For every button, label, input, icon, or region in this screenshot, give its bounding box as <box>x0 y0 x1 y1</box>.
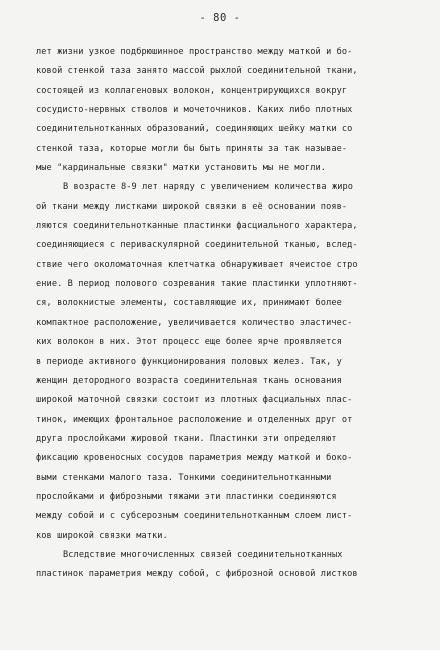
text-line: мые "кардинальные связки" матки установить мы не могли. <box>36 163 327 174</box>
text-line: ся, волокнистые элементы, составляющие их, принимают более <box>36 298 342 309</box>
text-line: ков широкой связки матки. <box>36 530 168 541</box>
page-number: - 80 - <box>199 12 241 24</box>
text-line: пластинок параметрия между собой, с фиброзной основой листков <box>36 569 358 580</box>
text-line: соединительнотканных образований, соединяющих шейку матки со <box>36 124 353 135</box>
text-line: фиксацию кровеносных сосудов параметрия между маткой и боко- <box>36 453 353 464</box>
text-line: соединяющиеся с периваскулярной соединительной тканью, вслед- <box>36 240 358 251</box>
text-line: ляются соединительнотканные пластинки фасциального характера, <box>36 221 358 232</box>
text-line: ствие чего околоматочная клетчатка обнаруживает ячеистое стро <box>36 259 358 270</box>
text-line: ких волокон в них. Этот процесс еще более ярче проявляется <box>36 337 342 348</box>
text-line: в периоде активного функционирования половых желез. Так, у <box>36 356 342 367</box>
text-line: компактное расположение, увеличивается количество эластичес- <box>36 317 353 328</box>
text-line: друга прослойками жировой ткани. Пластинки эти определяют <box>36 433 337 444</box>
text-line: лет жизни узкое подбрюшинное пространство между маткой и бо- <box>36 47 353 57</box>
text-line: ковой стенкой таза занято массой рыхлой соединительной ткани, <box>36 66 358 77</box>
body-text <box>36 43 414 585</box>
text-line: ение. В период полового созревания такие пластинки уплотняют- <box>36 279 358 290</box>
text-line: Вследствие многочисленных связей соединительнотканных <box>63 549 343 560</box>
text-line: широкой маточной связки состоит из плотных фасциальных плас- <box>36 395 353 406</box>
text-line: тинок, имеющих фронтальное расположение и отделенных друг от <box>36 414 353 425</box>
text-line: сосудисто-нервных стволов и мочеточников. Каких либо плотных <box>36 105 353 116</box>
text-line: выми стенками малого таза. Тонкими соединительнотканными <box>36 472 332 483</box>
text-line: ой ткани между листками широкой связки в её основании появ- <box>36 201 348 212</box>
text-line: женщин детородного возраста соединительная ткань основания <box>36 375 342 386</box>
text-line: В возрасте 8-9 лет наряду с увеличением количества жиро <box>63 182 354 193</box>
text-line: стенкой таза, которые могли бы быть приняты за так называе- <box>36 143 348 154</box>
text-line: прослойками и фиброзными тяжами эти пластинки соединяются <box>36 491 337 502</box>
text-line: между собой и с субсерозным соединительнотканным слоем лист- <box>36 511 353 522</box>
text-line: состоящей из коллагеновых волокон, концентрирующихся вокруг <box>36 85 348 96</box>
